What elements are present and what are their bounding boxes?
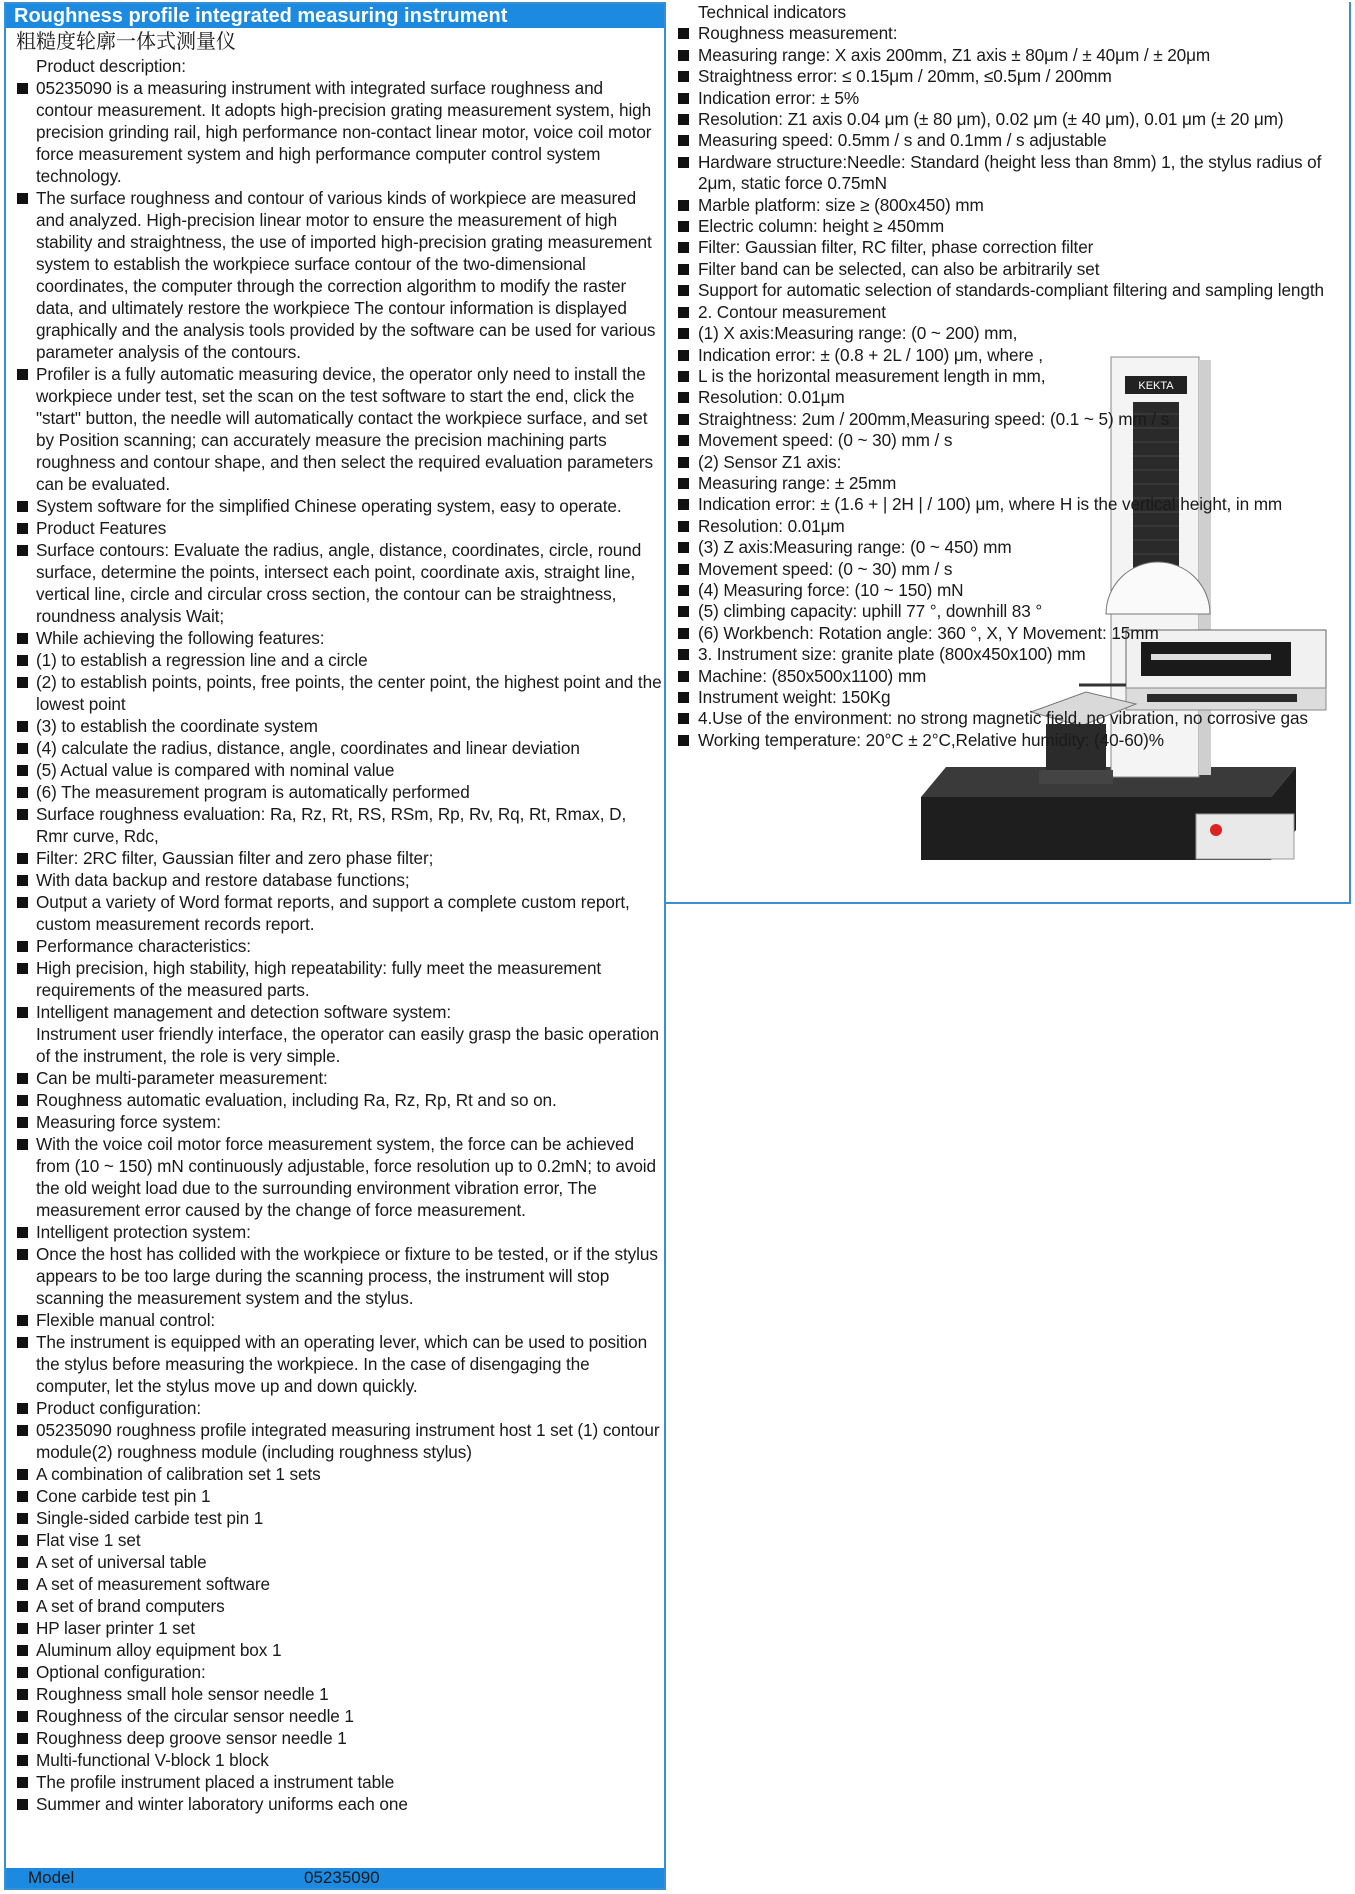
spec-item: Filter: Gaussian filter, RC filter, phase correction filter bbox=[666, 237, 1349, 258]
spec-item: (6) Workbench: Rotation angle: 360 °, X, Y Movement: 15mm bbox=[666, 623, 1349, 644]
spec-item: Filter band can be selected, can also be arbitrarily set bbox=[666, 259, 1349, 280]
right-column-panel bbox=[666, 2, 1351, 904]
spec-item: Roughness measurement: bbox=[666, 23, 1349, 44]
description-item: Product configuration: bbox=[6, 1397, 664, 1419]
description-item: Intelligent management and detection software system: bbox=[6, 1001, 664, 1023]
spec-item: Instrument weight: 150Kg bbox=[666, 687, 1349, 708]
description-item: Product Features bbox=[6, 517, 664, 539]
description-item: A set of universal table bbox=[6, 1551, 664, 1573]
spec-item: Indication error: ± (0.8 + 2L / 100) μm, where , bbox=[666, 345, 1349, 366]
spec-item: 2. Contour measurement bbox=[666, 302, 1349, 323]
description-item: (2) to establish points, points, free points, the center point, the highest point and the lowest point bbox=[6, 671, 664, 715]
spec-item: Resolution: Z1 axis 0.04 μm (± 80 μm), 0.02 μm (± 40 μm), 0.01 μm (± 20 μm) bbox=[666, 109, 1349, 130]
spec-item: (3) Z axis:Measuring range: (0 ~ 450) mm bbox=[666, 537, 1349, 558]
spec-item: Hardware structure:Needle: Standard (height less than 8mm) 1, the stylus radius of 2μm, static force 0.75mN bbox=[666, 152, 1349, 195]
description-item: Product description: bbox=[36, 56, 186, 76]
spec-item: Machine: (850x500x1100) mm bbox=[666, 666, 1349, 687]
spec-item: L is the horizontal measurement length in mm, bbox=[666, 366, 1349, 387]
spec-item: Measuring range: X axis 200mm, Z1 axis ± 80μm / ± 40μm / ± 20μm bbox=[666, 45, 1349, 66]
model-row bbox=[6, 1868, 664, 1888]
description-item: Roughness automatic evaluation, including Ra, Rz, Rp, Rt and so on. bbox=[6, 1089, 664, 1111]
spec-item: Movement speed: (0 ~ 30) mm / s bbox=[666, 430, 1349, 451]
spec-item: Indication error: ± (1.6 + | 2H | / 100) μm, where H is the vertical height, in mm bbox=[666, 494, 1349, 515]
description-item: Output a variety of Word format reports, and support a complete custom report, custom measurement records report. bbox=[6, 891, 664, 935]
description-item: Flexible manual control: bbox=[6, 1309, 664, 1331]
description-item: 05235090 is a measuring instrument with integrated surface roughness and contour measurement. It adopts high-precision grating measurement system, high precision grinding rail, high performance non-contact linear motor, voice coil motor force measurement system and high performance computer control system technology. bbox=[6, 77, 664, 187]
brand-plate-text: KEKTA bbox=[1138, 380, 1174, 392]
description-item: Roughness of the circular sensor needle 1 bbox=[6, 1705, 664, 1727]
description-item: A set of measurement software bbox=[6, 1573, 664, 1595]
spec-item: (2) Sensor Z1 axis: bbox=[666, 452, 1349, 473]
spec-item: Technical indicators bbox=[698, 2, 846, 22]
description-item: Single-sided carbide test pin 1 bbox=[6, 1507, 664, 1529]
description-item: Roughness small hole sensor needle 1 bbox=[6, 1683, 664, 1705]
description-item: Instrument user friendly interface, the operator can easily grasp the basic operation of the instrument, the role is very simple. bbox=[36, 1024, 660, 1066]
description-item: System software for the simplified Chinese operating system, easy to operate. bbox=[6, 495, 664, 517]
description-item: With the voice coil motor force measurement system, the force can be achieved from (10 ~ 150) mN continuously adjustable, force resolution up to 0.2mN; to avoid the old weight load due to the surrounding environment vibration error, The measurement error caused by the change of force measurement. bbox=[6, 1133, 664, 1221]
emergency-stop-icon bbox=[1210, 824, 1222, 836]
spec-item: Indication error: ± 5% bbox=[666, 88, 1349, 109]
description-item: Surface contours: Evaluate the radius, angle, distance, coordinates, circle, round surface, determine the points, intersect each point, coordinate axis, straight line, vertical line, circle and circular cross section, the contour can be straightness, roundness analysis Wait; bbox=[6, 539, 664, 627]
spec-item: Resolution: 0.01μm bbox=[666, 387, 1349, 408]
description-item: Cone carbide test pin 1 bbox=[6, 1485, 664, 1507]
spec-item: Resolution: 0.01μm bbox=[666, 516, 1349, 537]
spec-item: Support for automatic selection of standards-compliant filtering and sampling length bbox=[666, 280, 1349, 301]
description-item: Intelligent protection system: bbox=[6, 1221, 664, 1243]
description-item: While achieving the following features: bbox=[6, 627, 664, 649]
table-foot bbox=[1039, 770, 1113, 784]
description-item: Profiler is a fully automatic measuring device, the operator only need to install the workpiece under test, set the scan on the test software to start the end, click the "start" button, the needle will automatically contact the workpiece surface, and set by Position scanning; can accurately measure the precision machining parts roughness and contour shape, and then select the required evaluation parameters can be evaluated. bbox=[6, 363, 664, 495]
spec-item: Measuring range: ± 25mm bbox=[666, 473, 1349, 494]
spec-item: 3. Instrument size: granite plate (800x450x100) mm bbox=[666, 644, 1349, 665]
description-item: The profile instrument placed a instrument table bbox=[6, 1771, 664, 1793]
description-item: Once the host has collided with the workpiece or fixture to be tested, or if the stylus appears to be too large during the scanning process, the instrument will stop scanning the measurement system and the stylus. bbox=[6, 1243, 664, 1309]
spec-item: Marble platform: size ≥ (800x450) mm bbox=[666, 195, 1349, 216]
spec-item: 4.Use of the environment: no strong magnetic field, no vibration, no corrosive gas bbox=[666, 708, 1349, 729]
description-item: Surface roughness evaluation: Ra, Rz, Rt, RS, RSm, Rp, Rv, Rq, Rt, Rmax, D, Rmr curve, Rdc, bbox=[6, 803, 664, 847]
description-item: High precision, high stability, high repeatability: fully meet the measurement requirements of the measured parts. bbox=[6, 957, 664, 1001]
product-description-list bbox=[6, 55, 664, 1815]
model-label: Model bbox=[28, 1868, 75, 1887]
description-item: Can be multi-parameter measurement: bbox=[6, 1067, 664, 1089]
spec-item: Straightness: 2um / 200mm,Measuring speed: (0.1 ~ 5) mm / s bbox=[666, 409, 1349, 430]
spec-item: Measuring speed: 0.5mm / s and 0.1mm / s adjustable bbox=[666, 130, 1349, 151]
product-title-bar: Roughness profile integrated measuring instrument bbox=[6, 4, 664, 28]
description-item: Flat vise 1 set bbox=[6, 1529, 664, 1551]
chinese-product-title: 粗糙度轮廓一体式测量仪 bbox=[16, 31, 236, 53]
description-item: (3) to establish the coordinate system bbox=[6, 715, 664, 737]
spec-item: (5) climbing capacity: uphill 77 °, downhill 83 ° bbox=[666, 601, 1349, 622]
spec-item: Movement speed: (0 ~ 30) mm / s bbox=[666, 559, 1349, 580]
description-item: Roughness deep groove sensor needle 1 bbox=[6, 1727, 664, 1749]
description-item: HP laser printer 1 set bbox=[6, 1617, 664, 1639]
description-item: Summer and winter laboratory uniforms each one bbox=[6, 1793, 664, 1815]
description-item: Optional configuration: bbox=[6, 1661, 664, 1683]
spec-item: (4) Measuring force: (10 ~ 150) mN bbox=[666, 580, 1349, 601]
description-item: (4) calculate the radius, distance, angle, coordinates and linear deviation bbox=[6, 737, 664, 759]
description-item: A combination of calibration set 1 sets bbox=[6, 1463, 664, 1485]
description-item: (6) The measurement program is automatically performed bbox=[6, 781, 664, 803]
description-item: The instrument is equipped with an operating lever, which can be used to position the stylus before measuring the workpiece. In the case of disengaging the computer, let the stylus move up and down quickly. bbox=[6, 1331, 664, 1397]
description-item: 05235090 roughness profile integrated measuring instrument host 1 set (1) contour module(2) roughness module (including roughness stylus) bbox=[6, 1419, 664, 1463]
description-item: Aluminum alloy equipment box 1 bbox=[6, 1639, 664, 1661]
description-item: Multi-functional V-block 1 block bbox=[6, 1749, 664, 1771]
description-item: (1) to establish a regression line and a circle bbox=[6, 649, 664, 671]
description-item: The surface roughness and contour of various kinds of workpiece are measured and analyzed. High-precision linear motor to ensure the measurement of high stability and straightness, the use of imported high-precision grating measurement system to establish the workpiece surface contour of the two-dimensional coordinates, the computer through the correction algorithm to modify the raster data, and ultimately restore the workpiece The contour information is displayed graphically and the analysis tools provided by the software can be used for various parameter analysis of the contours. bbox=[6, 187, 664, 363]
description-item: Measuring force system: bbox=[6, 1111, 664, 1133]
spec-item: Electric column: height ≥ 450mm bbox=[666, 216, 1349, 237]
model-value: 05235090 bbox=[304, 1868, 380, 1887]
spec-item: Working temperature: 20°C ± 2°C,Relative humidity: (40-60)% bbox=[666, 730, 1349, 751]
description-item: (5) Actual value is compared with nominal value bbox=[6, 759, 664, 781]
description-item: With data backup and restore database functions; bbox=[6, 869, 664, 891]
control-box bbox=[1196, 814, 1294, 859]
left-column-panel bbox=[4, 2, 666, 1890]
description-item: Performance characteristics: bbox=[6, 935, 664, 957]
spec-item: (1) X axis:Measuring range: (0 ~ 200) mm, bbox=[666, 323, 1349, 344]
spec-item: Straightness error: ≤ 0.15μm / 20mm, ≤0.5μm / 200mm bbox=[666, 66, 1349, 87]
description-item: A set of brand computers bbox=[6, 1595, 664, 1617]
technical-indicators-list bbox=[666, 2, 1349, 751]
description-item: Filter: 2RC filter, Gaussian filter and zero phase filter; bbox=[6, 847, 664, 869]
